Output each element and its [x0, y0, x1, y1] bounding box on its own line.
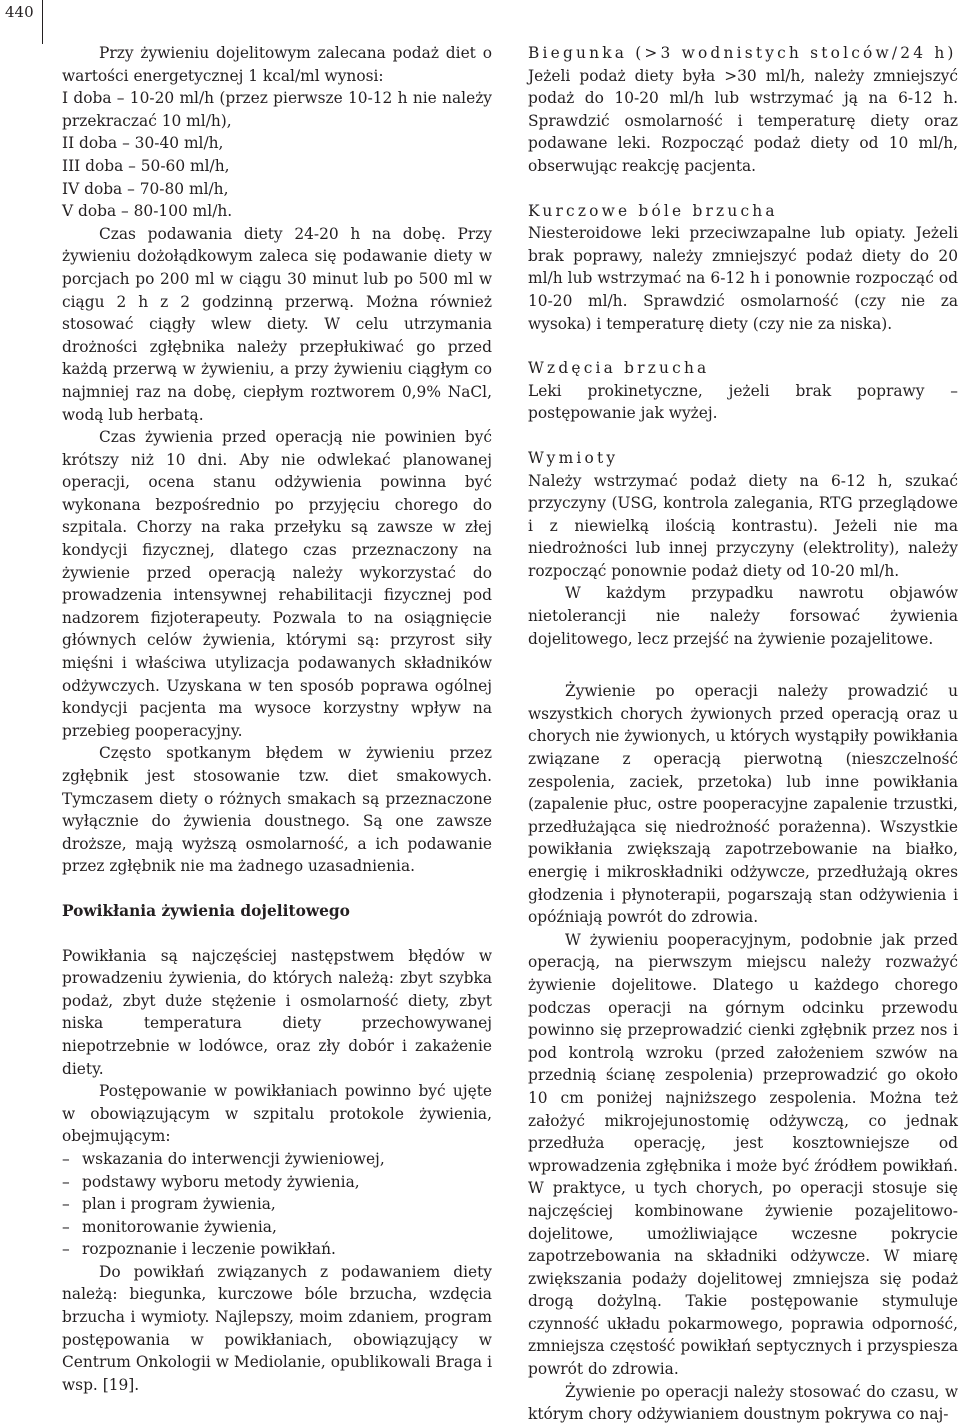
margin-rule	[42, 0, 43, 44]
list-dash: –	[62, 1149, 70, 1168]
right-column	[528, 42, 958, 1426]
list-item	[62, 1193, 492, 1216]
list-item-text: podstawy wyboru metody żywienia,	[82, 1172, 360, 1191]
dose-line: II doba – 30-40 ml/h,	[62, 134, 224, 153]
body-paragraph: Powikłania są najczęściej następstwem błędów w prowadzeniu żywienia, do których należą: zbyt szybka podaż, zbyt duże stężenie i osmolarność diety, zbyt niska temperatura diety przechowywanej niepotrzebnie w lodówce, oraz zły dobór i zakażenie diety.	[62, 946, 492, 1078]
dose-line: III doba – 50-60 ml/h,	[62, 156, 230, 175]
list-item	[62, 1238, 492, 1261]
complication-body: Należy wstrzymać podaż diety na 6-12 h, szukać przyczyny (USG, kontrola zalegania, RTG przeglądowe i z niewielką ilością kontrastu). Jeżeli nie ma niedrożności lub innej przyczyny (elektrolity), należy rozpocząć ponownie podaż diety od 10-20 ml/h.	[528, 471, 958, 580]
list-item	[62, 1148, 492, 1171]
complication-title: Biegunka (>3 wodnistych stolców/24 h)	[528, 44, 957, 62]
complication-title: Wzdęcia brzucha	[528, 359, 710, 378]
complication-title: Kurczowe bóle brzucha	[528, 201, 778, 220]
body-paragraph: W każdym przypadku nawrotu objawów nietolerancji nie należy forsować żywienia dojelitowego, lecz przejść na żywienie pozajelitowe.	[528, 584, 958, 648]
list-dash: –	[62, 1195, 70, 1214]
intro-paragraph: Przy żywieniu dojelitowym zalecana podaż diet o wartości energetycznej 1 kcal/ml wynosi:	[62, 44, 492, 85]
body-paragraph: Czas żywienia przed operacją nie powinien być krótszy niż 10 dni. Aby nie odwlekać planowanej operacji, ocena stanu odżywienia powinna być wykonana bezpośrednio po przyjęciu chorego do szpitala. Chorzy na raka przełyku są zawsze w złej kondycji fizycznej, dlatego czas przeznaczony na żywienie przed operacją należy wykorzystać do prowadzenia intensywnej rehabilitacji fizycznej pod nadzorem fizjoterapeuty. Pozwala to na osiągnięcie głównych celów żywienia, którymi są: przyrost siły mięśni i właściwa utylizacja podawanych składników odżywczych. Uzyskana w ten sposób poprawa ogólnej kondycji pacjenta ma wysoce korzystny wpływ na przebieg pooperacyjny.	[62, 428, 492, 740]
body-paragraph: W żywieniu pooperacyjnym, podobnie jak przed operacją, na pierwszym miejscu należy rozważyć żywienie dojelitowe. Dlatego u każdego chorego podczas operacji na górnym odcinku przewodu powinno się przeprowadzić cienki zgłębnik przez nos i pod kontrolą wzroku (przed założeniem szwów na przednią ścianę zespolenia) przeprowadzić go około 10 cm poniżej najniższego zespolenia. Można też założyć mikrojejunostomię odżywczą, co jednak przedłuża operację, jest kosztowniejsze od wprowadzenia zgłębnika i może być źródłem powikłań. W praktyce, u tych chorych, po operacji stosuje się najczęściej kombinowane żywienie pozajelitowo-dojelitowe, umożliwiające wczesne pokrycie zapotrzebowania na składniki odżywcze. W miarę zwiększania podaży dojelitowej zmniejsza się podaż drogą dożylną. Takie postępowanie stymuluje czynność układu pokarmowego, poprawia odporność, zmniejsza częstość powikłań septycznych i przyspiesza powrót do zdrowia.	[528, 930, 958, 1379]
left-column	[62, 42, 492, 1396]
list-item	[62, 1216, 492, 1239]
page-number: 440	[5, 3, 34, 21]
body-paragraph: Często spotkanym błędem w żywieniu przez zgłębnik jest stosowanie tzw. diet smakowych. Tymczasem diety o różnych smakach są przeznaczone wyłącznie do żywienia doustnego. Są one zawsze droższe, mają wyższą osmolarność, a ich podawanie przez zgłębnik nie ma żadnego uzasadnienia.	[62, 744, 492, 876]
list-dash: –	[62, 1217, 70, 1236]
body-paragraph: Żywienie po operacji należy stosować do czasu, w którym chory odżywianiem doustnym pokrywa co naj-	[528, 1382, 958, 1424]
complication-body: Leki prokinetyczne, jeżeli brak poprawy – postępowanie jak wyżej.	[528, 381, 958, 423]
dose-line: I doba – 10-20 ml/h (przez pierwsze 10-12 h nie należy przekraczać 10 ml/h),	[62, 89, 492, 130]
body-paragraph: Do powikłań związanych z podawaniem diety należą: biegunka, kurczowe bóle brzucha, wzdęcia brzucha i wymioty. Najlepszy, moim zdaniem, program postępowania w powikłaniach, obowiązujący w Centrum Onkologii w Mediolanie, opublikowali Braga i wsp. [19].	[62, 1262, 492, 1394]
list-item-text: monitorowanie żywienia,	[82, 1217, 277, 1236]
list-item-text: rozpoznanie i leczenie powikłań.	[82, 1240, 336, 1259]
list-item	[62, 1171, 492, 1194]
list-item-text: plan i program żywienia,	[82, 1195, 276, 1214]
complication-body: Jeżeli podaż diety była >30 ml/h, należy zmniejszyć podaż do 10-20 ml/h lub wstrzymać ją na 6-12 h. Sprawdzić osmolarność i temperaturę diety oraz podawane leki. Rozpocząć podaż diety od 10 ml/h, obserwując reakcję pacjenta.	[528, 66, 958, 175]
list-dash: –	[62, 1172, 70, 1191]
body-paragraph: Żywienie po operacji należy prowadzić u wszystkich chorych żywionych przed operacją oraz u chorych nie żywionych, u których wystąpiły powikłania związane z operacją pierwotną (nieszczelność zespolenia, zaciek, przetoka) lub inne powikłania (zapalenie płuc, ostre pooperacyjne zapalenie trzustki, przedłużająca się niedrożność porażenna). Wszystkie powikłania zwiększają zapotrzebowanie na białko, energię i mikroskładniki odżywcze, przedłużają okres głodzenia i płynoterapii, pogarszają stan odżywienia i opóźniają powrót do zdrowia.	[528, 682, 958, 927]
dose-line: V doba – 80-100 ml/h.	[62, 202, 233, 221]
list-item-text: wskazania do interwencji żywieniowej,	[82, 1149, 385, 1168]
protocol-list	[62, 1148, 492, 1261]
body-paragraph: Czas podawania diety 24-20 h na dobę. Przy żywieniu dożołądkowym zaleca się podawanie diety w porcjach po 200 ml w ciągu 30 minut lub po 500 ml w ciągu 2 h z 2 godzinną przerwą. Można również stosować ciągły wlew diety. W celu utrzymania drożności zgłębnika należy przepłukiwać go przed każdą przerwą w żywieniu, a przy żywieniu ciągłym co najmniej raz na dobę, ciepłym roztworem 0,9% NaCl, wodą lub herbatą.	[62, 224, 492, 424]
body-paragraph: Postępowanie w powikłaniach powinno być ujęte w obowiązującym w szpitalu protokole żywienia, obejmującym:	[62, 1082, 492, 1146]
section-heading: Powikłania żywienia dojelitowego	[62, 901, 350, 920]
complication-body: Niesteroidowe leki przeciwzapalne lub opiaty. Jeżeli brak poprawy, należy zmniejszyć podaż diety do 20 ml/h lub wstrzymać na 6-12 h i ponownie rozpocząć od 10-20 ml/h. Sprawdzić osmolarność (czy nie za wysoka) i temperaturę diety (czy nie za niska).	[528, 224, 958, 333]
dose-line: IV doba – 70-80 ml/h,	[62, 179, 229, 198]
complication-title: Wymioty	[528, 448, 619, 467]
list-dash: –	[62, 1240, 70, 1259]
